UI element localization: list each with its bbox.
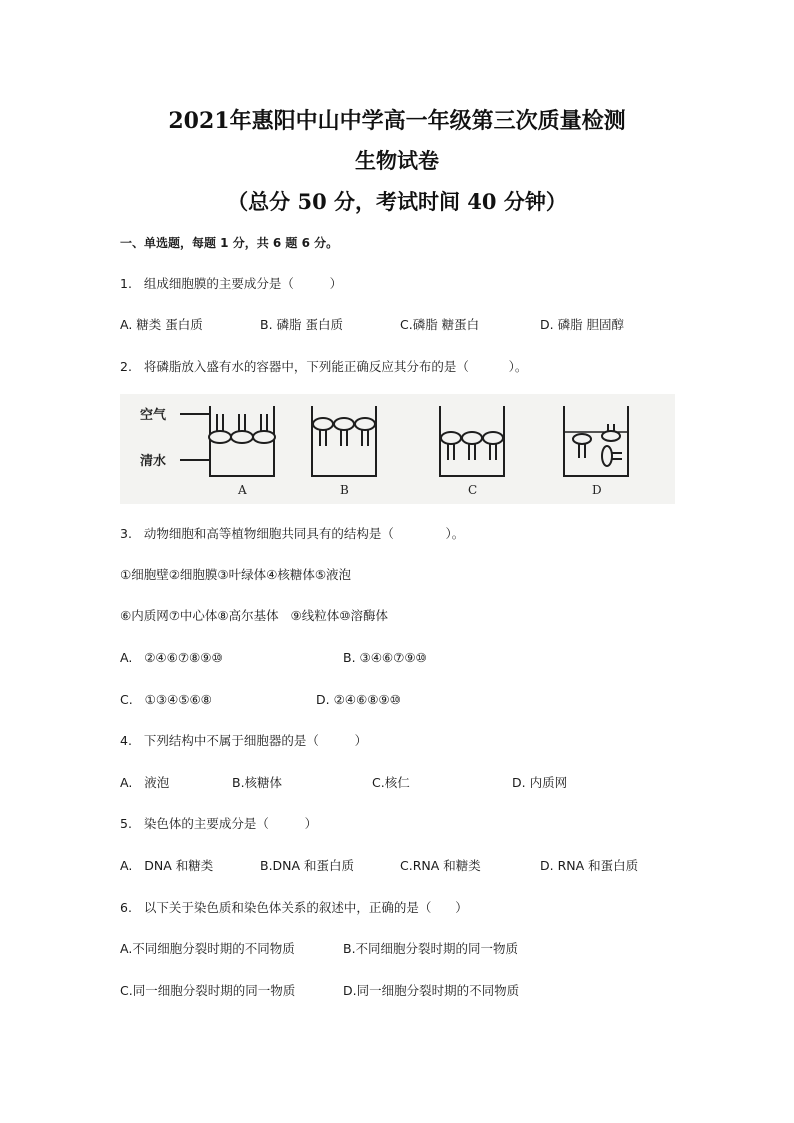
phospholipid-figure xyxy=(120,394,675,504)
question-5-stem: 5. 染色体的主要成分是（ ） xyxy=(120,816,318,831)
figure-option-c-label: C xyxy=(468,483,478,497)
question-1-option-d: D. 磷脂 胆固醇 xyxy=(540,317,625,332)
exam-info: （总分 50 分，考试时间 40 分钟） xyxy=(227,189,567,214)
question-6-option-c: C.同一细胞分裂时期的同一物质 xyxy=(120,983,296,998)
figure-option-a-label: A xyxy=(238,483,247,497)
question-1-stem: 1. 组成细胞膜的主要成分是（ ） xyxy=(120,276,343,291)
question-6-stem: 6. 以下关于染色质和染色体关系的叙述中，正确的是（ ） xyxy=(120,900,468,915)
question-3-structure-list-2: ⑥内质网⑦中心体⑧高尔基体 ⑨线粒体⑩溶酶体 xyxy=(120,608,388,623)
exam-title: 2021年惠阳中山中学高一年级第三次质量检测 xyxy=(168,108,626,134)
question-5-option-d: D. RNA 和蛋白质 xyxy=(540,858,639,873)
question-4-option-d: D. 内质网 xyxy=(512,775,568,790)
question-6-option-d: D.同一细胞分裂时期的不同物质 xyxy=(343,983,520,998)
question-4-option-c: C.核仁 xyxy=(372,775,410,790)
question-1-option-c: C.磷脂 糖蛋白 xyxy=(400,317,480,332)
question-1-option-a: A. 糖类 蛋白质 xyxy=(120,317,203,332)
figure-option-b-label: B xyxy=(340,483,349,497)
question-3-option-a: A. ②④⑥⑦⑧⑨⑩ xyxy=(120,650,223,665)
question-5-option-a: A. DNA 和糖类 xyxy=(120,858,214,873)
question-4-stem: 4. 下列结构中不属于细胞器的是（ ） xyxy=(120,733,368,748)
question-2-stem: 2. 将磷脂放入盛有水的容器中，下列能正确反应其分布的是（ ）。 xyxy=(120,359,528,374)
question-6-option-a: A.不同细胞分裂时期的不同物质 xyxy=(120,941,295,956)
exam-subject: 生物试卷 xyxy=(355,148,439,173)
question-4-option-b: B.核糖体 xyxy=(232,775,283,790)
figure-option-d-label: D xyxy=(592,483,602,497)
question-3-option-c: C. ①③④⑤⑥⑧ xyxy=(120,692,212,707)
question-3-option-d: D. ②④⑥⑧⑨⑩ xyxy=(316,692,401,707)
question-4-option-a: A. 液泡 xyxy=(120,775,170,790)
question-5-option-c: C.RNA 和糖类 xyxy=(400,858,481,873)
question-3-stem: 3. 动物细胞和高等植物细胞共同具有的结构是（ ）。 xyxy=(120,526,465,541)
question-6-option-b: B.不同细胞分裂时期的同一物质 xyxy=(343,941,519,956)
water-label: 清水 xyxy=(140,454,167,469)
question-1-option-b: B. 磷脂 蛋白质 xyxy=(260,317,343,332)
question-5-option-b: B.DNA 和蛋白质 xyxy=(260,858,355,873)
section-heading: 一、单选题，每题 1 分，共 6 题 6 分。 xyxy=(120,236,339,250)
question-3-option-b: B. ③④⑥⑦⑨⑩ xyxy=(343,650,427,665)
phospholipid-diagram xyxy=(120,394,675,504)
question-3-structure-list-1: ①细胞壁②细胞膜③叶绿体④核糖体⑤液泡 xyxy=(120,567,352,582)
air-label: 空气 xyxy=(140,408,167,423)
